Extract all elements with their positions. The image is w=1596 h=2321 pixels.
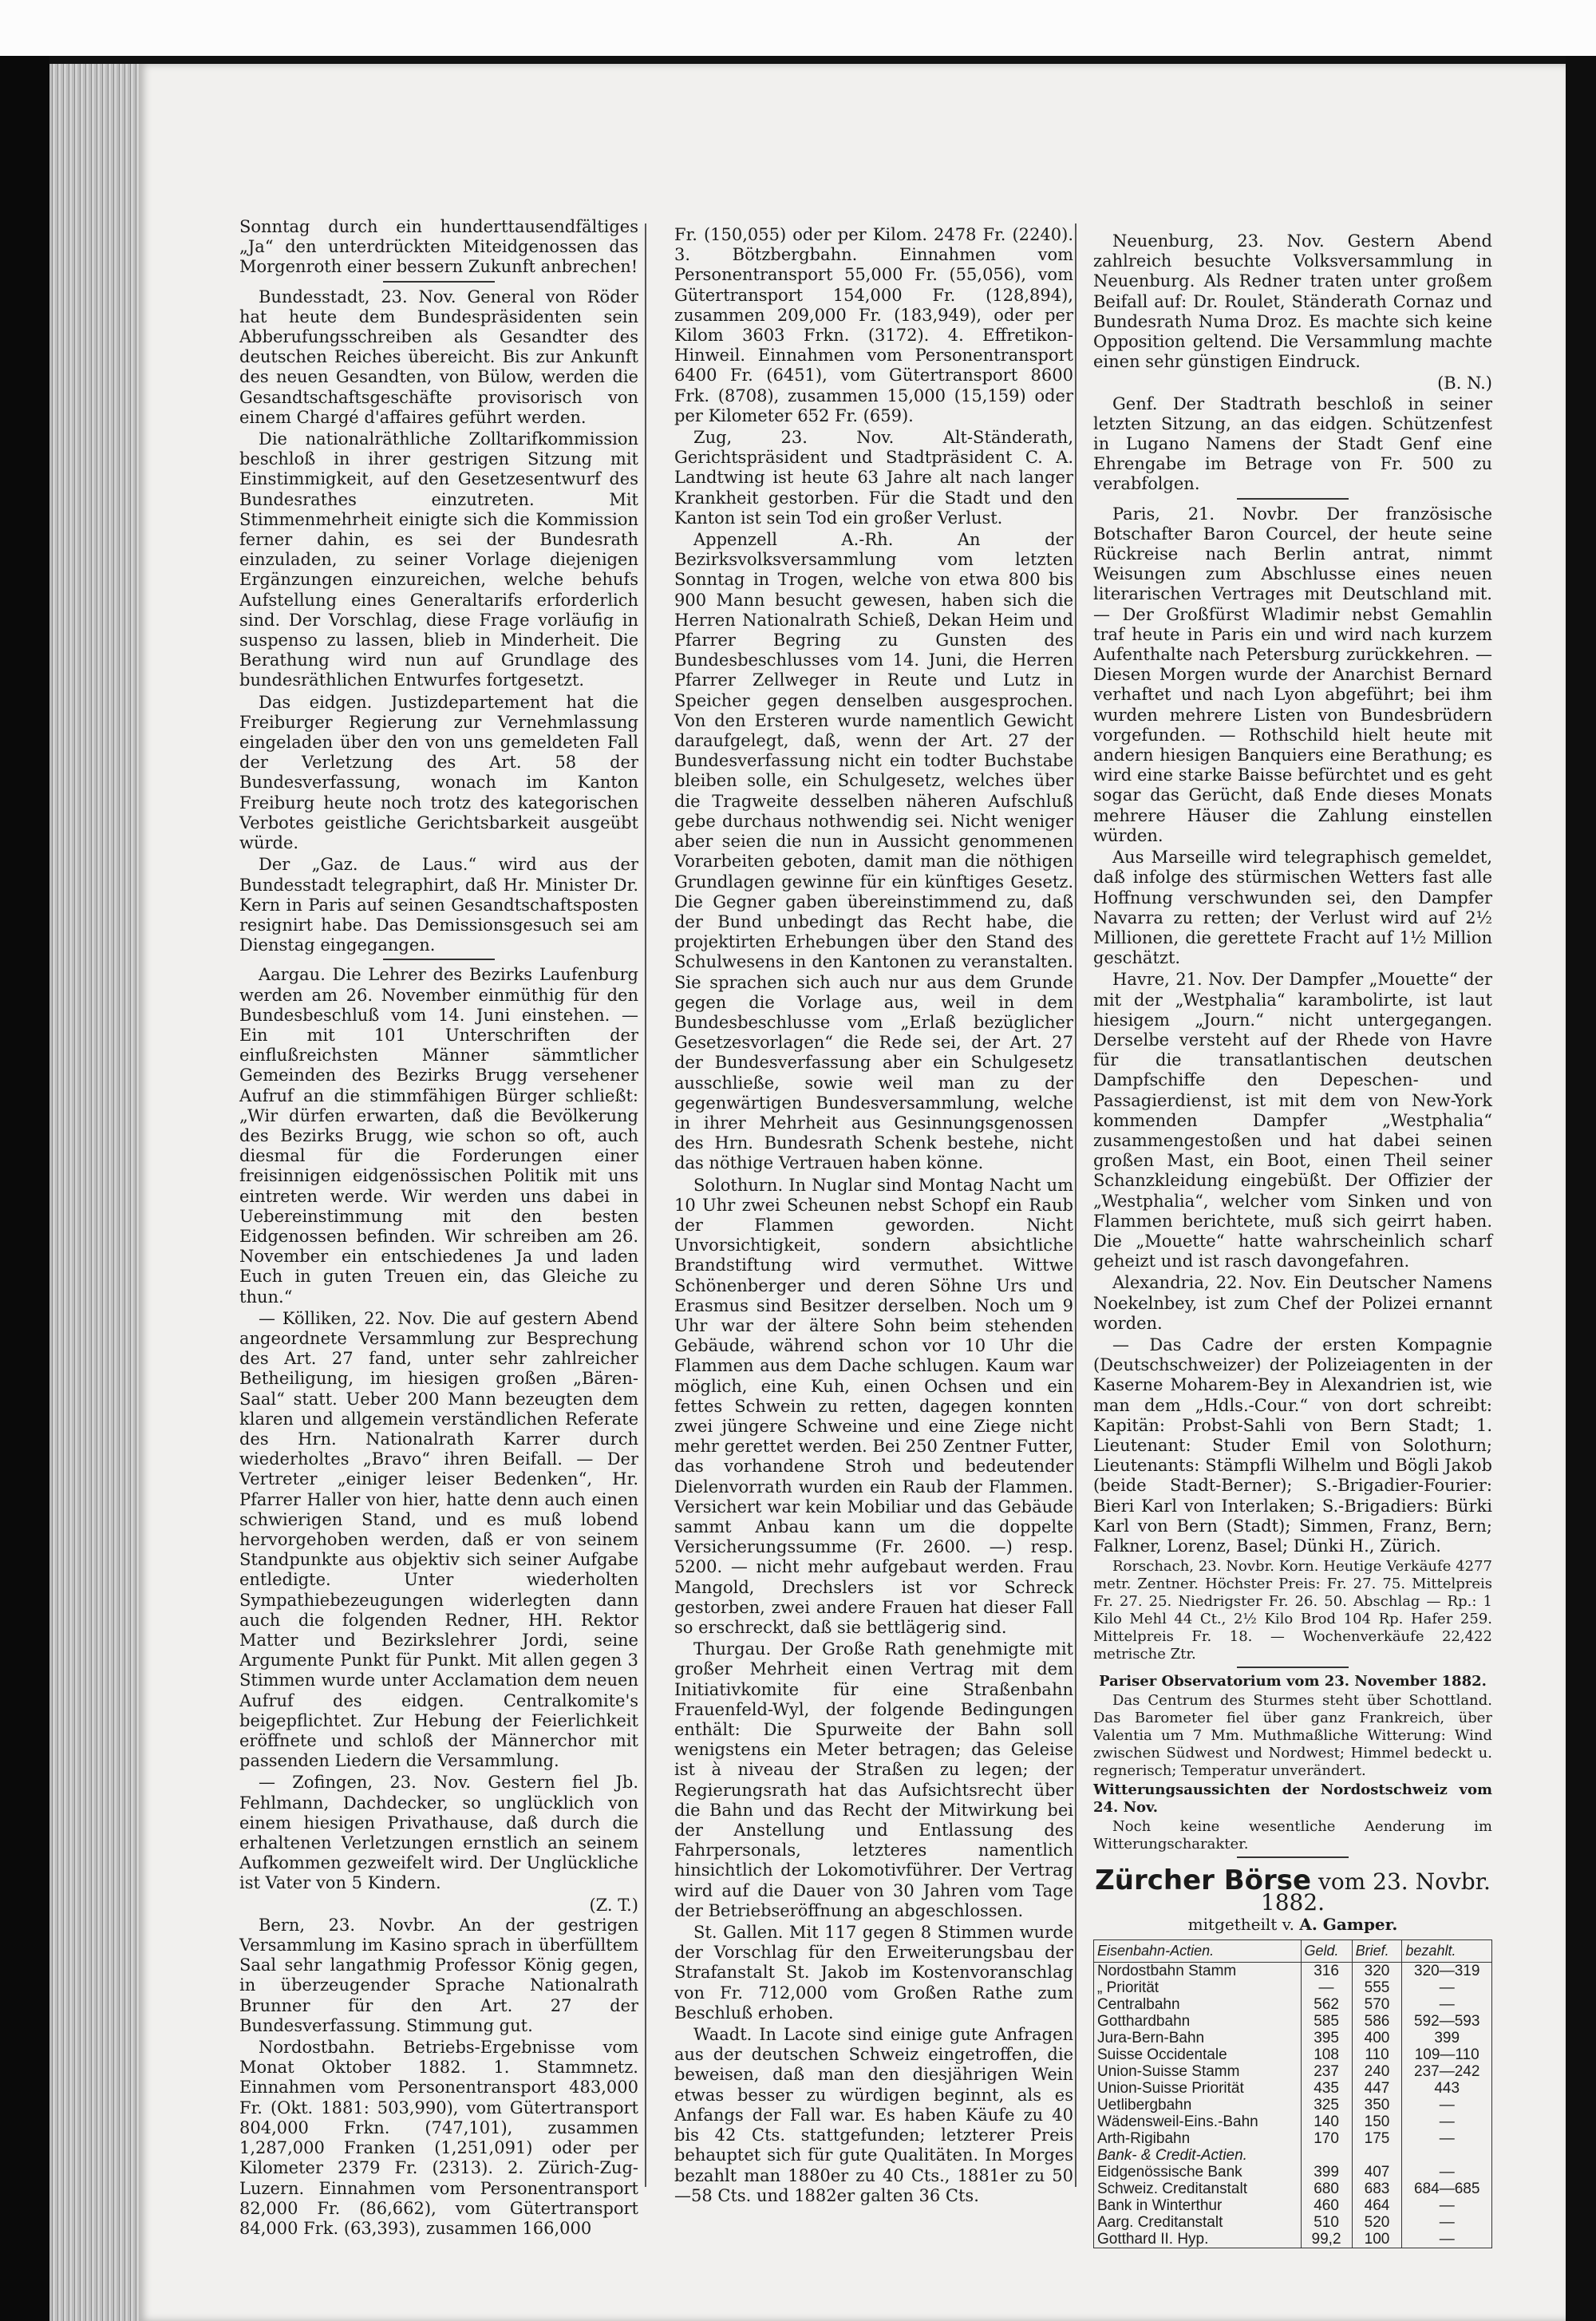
paragraph: — Zofingen, 23. Nov. Gestern fiel Jb. Fehlmann, Dachdecker, so unglücklich von einem hiesigen Privathause, daß durch die erhaltenen Verletzungen ernstlich an seinem Aufkommen gezweifelt wird. Der Unglückliche ist Vater von 5 Kindern. <box>239 1773 638 1893</box>
stock-value <box>1402 2147 1492 2164</box>
stock-exchange-title <box>1093 1864 1492 1916</box>
table-row <box>1094 2046 1492 2063</box>
stock-value: 562 <box>1301 1996 1352 2013</box>
stock-value <box>1352 2147 1402 2164</box>
stock-value: — <box>1402 1996 1492 2013</box>
stock-value: 683 <box>1352 2181 1402 2197</box>
stock-value: 443 <box>1402 2080 1492 2097</box>
paragraph: — Kölliken, 22. Nov. Die auf gestern Abend angeordnete Versammlung zur Besprechung des Art. 27 fand, unter sehr zahlreicher Betheiligung, im hiesigen großen „Bären-Saal“ statt. Ueber 200 Mann bezeugten dem klaren und allgemein verständlichen Referate des Hrn. Nationalrath Karrer durch wiederholtes „Bravo“ ihren Beifall. — Der Vertreter „einiger leiser Bedenken“, Hr. Pfarrer Haller von hier, hatte denn auch einen schwierigen Stand, und es muß lobend hervorgehoben werden, daß er von seinem Standpunkte aus objektiv sich seiner Aufgabe entledigte. Unter wiederholten Sympathiebezeugungen widerlegten dann auch die folgenden Redner, HH. Rektor Matter und Bezirkslehrer Jordi, seine Argumente Punkt für Punkt. Mit allen gegen 3 Stimmen wurde unter Acclamation dem neuen Aufruf des eidgen. Centralkomite's beigepflichtet. Zur Hebung der Feierlichkeit eröffnete und schloß der Männerchor mit passenden Liedern die Versammlung. <box>239 1308 638 1771</box>
stock-name: Eidgenössische Bank <box>1094 2164 1302 2181</box>
stock-value: 150 <box>1352 2113 1402 2130</box>
stock-value: 585 <box>1301 2013 1352 2030</box>
credit-name: A. Gamper. <box>1299 1914 1398 1934</box>
column-rule-1 <box>645 223 646 2187</box>
table-row <box>1094 2030 1492 2046</box>
stock-value: — <box>1402 2113 1492 2130</box>
stock-value: 316 <box>1301 1963 1352 1980</box>
stock-value: 237 <box>1301 2063 1352 2080</box>
stock-value: — <box>1301 1979 1352 1996</box>
source-note: (B. N.) <box>1437 374 1492 393</box>
stock-name: Uetlibergbahn <box>1094 2097 1302 2113</box>
table-row <box>1094 2147 1492 2164</box>
stock-value: 350 <box>1352 2097 1402 2113</box>
source-note: (Z. T.) <box>589 1895 638 1915</box>
stock-value: 460 <box>1301 2197 1352 2214</box>
paragraph: Die nationalräthliche Zolltarifkommission beschloß in ihrer gestrigen Sitzung mit Einstimmigkeit, auf den Gesetzesentwurf des Bundesrathes einzutreten. Mit Stimmenmehrheit einigte sich die Kommission ferner dahin, es sei der Bundesrath einzuladen, zu seiner Vorlage diejenigen Ergänzungen einzureichen, welche behufs Aufstellung eines Generaltarifs erforderlich sind. Der Vorschlag, diese Frage vorläufig in suspenso zu lassen, blieb in Minderheit. Die Berathung wird nun auf Grundlage des bundesräthlichen Entwurfes fortgesetzt. <box>239 429 638 690</box>
paragraph: Bern, 23. Novbr. An der gestrigen Versammlung im Kasino sprach in überfülltem Saal sehr langathmig Professor König gegen, in überzeugender Sprache Nationalrath Brunner für den Art. 27 der Bundesverfassung. Stimmung gut. <box>239 1915 638 2035</box>
paragraph: St. Gallen. Mit 117 gegen 8 Stimmen wurde der Vorschlag für den Erweiterungsbau der Strafanstalt St. Jakob im Kostenvoranschlag von Fr. 712,000 vom Großen Rathe zum Beschluß erhoben. <box>674 1923 1073 2022</box>
table-row <box>1094 2197 1492 2214</box>
separator <box>383 281 495 283</box>
stock-name: Nordostbahn Stamm <box>1094 1963 1302 1980</box>
stock-table <box>1093 1939 1492 2248</box>
stock-value: — <box>1402 2231 1492 2248</box>
separator <box>1237 1667 1349 1668</box>
stock-name: Gotthardbahn <box>1094 2013 1302 2030</box>
stock-value: 586 <box>1352 2013 1402 2030</box>
paragraph: Paris, 21. Novbr. Der französische Botschafter Baron Courcel, der heute seine Rückreise nach Berlin antrat, nimmt Weisungen zum Abschlusse eines neuen literarischen Vertrages mit Deutschland mit. — Der Großfürst Wladimir nebst Gemahlin traf heute in Paris ein und wird nach kurzem Aufenthalte nach Petersburg zurückkehren. — Diesen Morgen wurde der Anarchist Bernard verhaftet und nach Lyon abgeführt; bei ihm wurden mehrere Listen von Bundesbrüdern vorgefunden. — Rothschild hielt heute mit andern hiesigen Banquiers eine Berathung; es wird eine starke Baisse befürchtet und es geht sogar das Gerücht, daß Ende dieses Monats mehrere Häuser die Zahlung einstellen würden. <box>1093 504 1492 845</box>
paragraph: Aus Marseille wird telegraphisch gemeldet, daß infolge des stürmischen Wetters fast alle Hoffnung verschwunden sei, den Dampfer Navarra zu retten; der Verlust wird auf 2½ Millionen, die gerettete Fracht auf 1½ Million geschätzt. <box>1093 848 1492 968</box>
paragraph: Das eidgen. Justizdepartement hat die Freiburger Regierung zur Vernehmlassung eingeladen über den von uns gemeldeten Fall der Verletzung des Art. 58 der Bundesverfassung, wonach im Kanton Freiburg heute noch trotz des kategorischen Verbotes geistliche Gerichtsbarkeit ausgeübt würde. <box>239 692 638 853</box>
table-row <box>1094 2231 1492 2248</box>
stock-value: 464 <box>1352 2197 1402 2214</box>
separator <box>1237 1856 1349 1858</box>
stock-name: „ Priorität <box>1094 1979 1302 1996</box>
stock-value: 684—685 <box>1402 2181 1492 2197</box>
stock-value: 447 <box>1352 2080 1402 2097</box>
paragraph: Sonntag durch ein hunderttausendfältiges „Ja“ den unterdrückten Miteidgenossen das Morgenroth einer bessern Zukunft anbrechen! <box>239 217 638 277</box>
paragraph: Appenzell A.-Rh. An der Bezirksvolksversammlung vom letzten Sonntag in Trogen, welche von etwa 800 bis 900 Mann besucht gewesen, haben sich die Herren Nationalrath Schieß, Dekan Heim und Pfarrer Begring zu Gunsten des Bundesbeschlusses vom 14. Juni, die Herren Pfarrer Zellweger in Reute und Lutz in Speicher gegen denselben ausgesprochen. Von den Ersteren wurde namentlich Gewicht daraufgelegt, daß, wenn der Art. 27 der Bundesverfassung nicht ein todter Buchstabe bleiben solle, ein Schulgesetz, welches über die Tragweite desselben näheren Aufschluß gebe durchaus nothwendig sei. Nicht weniger aber seien die nun in Aussicht genommenen Vorarbeiten geboten, damit man die nöthigen Grundlagen gewinne für ein künftiges Gesetz. Die Gegner gaben übereinstimmend zu, daß der Bund unbedingt das Recht habe, die projektirten Erhebungen über den Stand des Schulwesens in den Kantonen zu veranstalten. Sie sprachen sich auch nur aus dem Grunde gegen die Vorlage aus, weil in dem Bundesbeschlusse vom „Erlaß bezüglicher Gesetzesvorlagen“ die Rede sei, der Art. 27 der Bundesverfassung aber ein Schulgesetz ausschließe, sowie weil man zu der gegenwärtigen Bundesversammlung, welche in ihrer Mehrheit aus Gesinnungsgenossen des Hrn. Bundesrath Schenk bestehe, nicht das nöthige Vertrauen haben könne. <box>674 530 1073 1173</box>
stock-value: 140 <box>1301 2113 1352 2130</box>
stock-name: Bank in Winterthur <box>1094 2197 1302 2214</box>
stock-name: Centralbahn <box>1094 1996 1302 2013</box>
header-bezahlt: bezahlt. <box>1402 1939 1492 1962</box>
paragraph: Der „Gaz. de Laus.“ wird aus der Bundesstadt telegraphirt, daß Hr. Minister Dr. Kern in Paris auf seinen Gesandtschaftsposten resignirt habe. Das Demissionsgesuch sei am Dienstag eingegangen. <box>239 855 638 955</box>
scan-border-right <box>1566 56 1596 2321</box>
stock-value: 407 <box>1352 2164 1402 2181</box>
paragraph: Alexandria, 22. Nov. Ein Deutscher Namens Noekelnbey, ist zum Chef der Polizei ernannt worden. <box>1093 1273 1492 1333</box>
stock-name: Jura-Bern-Bahn <box>1094 2030 1302 2046</box>
table-row <box>1094 1996 1492 2013</box>
stock-value: — <box>1402 2164 1492 2181</box>
stock-value: — <box>1402 2197 1492 2214</box>
stock-name: Aarg. Creditanstalt <box>1094 2214 1302 2231</box>
table-row <box>1094 2013 1492 2030</box>
stock-value: 510 <box>1301 2214 1352 2231</box>
separator <box>383 959 495 960</box>
stock-name: Union-Suisse Priorität <box>1094 2080 1302 2097</box>
stock-value: 592—593 <box>1402 2013 1492 2030</box>
table-row <box>1094 2164 1492 2181</box>
scan-border-top <box>0 56 1596 64</box>
stock-value: 237—242 <box>1402 2063 1492 2080</box>
stock-value: — <box>1402 2214 1492 2231</box>
stock-exchange-name: Zürcher Börse <box>1095 1864 1312 1897</box>
stock-value: — <box>1402 2097 1492 2113</box>
paragraph: Genf. Der Stadtrath beschloß in seiner letzten Sitzung, an das eidgen. Schützenfest in Lugano Namens der Stadt Genf eine Ehrengabe im Betrage von Fr. 500 zu verabfolgen. <box>1093 393 1492 494</box>
stock-value: 109—110 <box>1402 2046 1492 2063</box>
stock-value: 399 <box>1402 2030 1492 2046</box>
table-header-row <box>1094 1939 1492 1962</box>
table-row <box>1094 2097 1492 2113</box>
column-2 <box>674 225 1073 2208</box>
paragraph: Zug, 23. Nov. Alt-Ständerath, Gerichtspräsident und Stadtpräsident C. A. Landtwing ist heute 63 Jahre alt nach langer Krankheit gestorben. Für die Stadt und den Kanton ist sein Tod ein großer Verlust. <box>674 428 1073 528</box>
paragraph: Aargau. Die Lehrer des Bezirks Laufenburg werden am 26. November einmüthig für den Bundesbeschluß vom 14. Juni einstehen. — Ein mit 101 Unterschriften der einflußreichsten Männer sämmtlicher Gemeinden des Bezirks Brugg versehener Aufruf an die stimmfähigen Bürger schließt: „Wir dürfen erwarten, daß die Bevölkerung des Bezirks Brugg, wie schon so oft, auch diesmal für die Forderungen einer freisinnigen eidgenössischen Politik mit uns eintreten werde. Wir werden uns dabei in Uebereinstimmung mit den besten Eidgenossen befinden. Wir schreiben am 26. November ein entschiedenes Ja und laden Euch in guten Treuen ein, das Gleiche zu thun.“ <box>239 965 638 1307</box>
stock-value: 175 <box>1352 2130 1402 2147</box>
paragraph: Thurgau. Der Große Rath genehmigte mit großer Mehrheit einen Vertrag mit dem Initiativkomite für eine Straßenbahn Frauenfeld-Wyl, der folgende Bedingungen enthält: Die Spurweite der Bahn soll wenigstens ein Meter betragen; das Geleise ist à niveau der Straßen zu legen; der Regierungsrath hat das Aufsichtsrecht über die Bahn und das Recht der Mitwirkung bei der Anstellung und Entlassung des Fahrpersonals, letzteres namentlich hinsichtlich der Lokomotivführer. Der Vertrag wird auf die Dauer von 30 Jahren vom Tage der Betriebseröffnung an abgeschlossen. <box>674 1639 1073 1920</box>
observatory-heading: Pariser Observatorium vom 23. November 1882. <box>1099 1673 1487 1690</box>
stock-value: 395 <box>1301 2030 1352 2046</box>
column-1 <box>239 217 638 2240</box>
stock-value: 555 <box>1352 1979 1402 1996</box>
stock-value: 520 <box>1352 2214 1402 2231</box>
table-row <box>1094 2113 1492 2130</box>
weather-heading: Witterungsaussichten der Nordostschweiz vom 24. Nov. <box>1093 1781 1492 1817</box>
paragraph: Neuenburg, 23. Nov. Gestern Abend zahlreich besuchte Volksversammlung in Neuenburg. Als Redner traten unter großem Beifall auf: Dr. Roulet, Ständerath Cornaz und Bundesrath Numa Droz. Es machte sich keine Opposition geltend. Die Versammlung machte einen sehr günstigen Eindruck. <box>1093 231 1492 372</box>
stock-name: Bank- & Credit-Actien. <box>1094 2147 1302 2164</box>
stock-exchange-date: vom 23. Novbr. 1882. <box>1260 1868 1491 1916</box>
table-row <box>1094 1979 1492 1996</box>
stock-value: 399 <box>1301 2164 1352 2181</box>
paragraph: Fr. (150,055) oder per Kilom. 2478 Fr. (2240). 3. Bötzbergbahn. Einnahmen vom Personentransport 55,000 Fr. (55,056), vom Gütertransport 154,000 Fr. (128,894), zusammen 209,000 Fr. (183,949), oder per Kilom 3603 Frkn. (3172). 4. Effretikon-Hinweil. Einnahmen vom Personentransport 6400 Fr. (6451), vom Gütertransport 8600 Frk. (8708), zusammen 15,000 (15,159) oder per Kilometer 652 Fr. (659). <box>674 225 1073 425</box>
stock-value: — <box>1402 2130 1492 2147</box>
header-brief: Brief. <box>1352 1939 1402 1962</box>
stock-name: Schweiz. Creditanstalt <box>1094 2181 1302 2197</box>
stock-value <box>1301 2147 1352 2164</box>
stock-value: 99,2 <box>1301 2231 1352 2248</box>
paragraph: Waadt. In Lacote sind einige gute Anfragen aus der deutschen Schweiz eingetroffen, die beweisen, daß man den diesjährigen Wein etwas besser zu würdigen beginnt, als es Anfangs der Fall war. Es haben Käufe zu 40 bis 42 Cts. stattgefunden; letzterer Preis behauptet sich für gute Qualitäten. In Morges bezahlt man 1880er zu 40 Cts., 1881er zu 50—58 Cts. und 1882er galten 36 Cts. <box>674 2025 1073 2205</box>
stock-value: 320 <box>1352 1963 1402 1980</box>
stock-value: 325 <box>1301 2097 1352 2113</box>
weather-text: Noch keine wesentliche Aenderung im Witterungscharakter. <box>1093 1818 1492 1853</box>
table-row <box>1094 1963 1492 1980</box>
stock-name: Arth-Rigibahn <box>1094 2130 1302 2147</box>
stock-name: Suisse Occidentale <box>1094 2046 1302 2063</box>
book-page-edges <box>49 64 139 2321</box>
stock-value: 680 <box>1301 2181 1352 2197</box>
paragraph: — Das Cadre der ersten Kompagnie (Deutschschweizer) der Polizeiagenten in der Kaserne Moharem-Bey in Alexandrien ist, wie man dem „Hdls.-Cour.“ von dort schreibt: Kapitän: Probst-Sahli von Bern Stadt; 1. Lieutenant: Studer Emil von Solothurn; Lieutenants: Stämpfli Wilhelm und Bögli Jakob (beide Stadt-Berner); S.-Brigadier-Fourier: Bieri Karl von Interlaken; S.-Brigadiers: Bürki Karl von Bern (Stadt); Simmen, Franz, Bern; Falkner, Lorenz, Basel; Dünki H., Zürich. <box>1093 1334 1492 1556</box>
stock-name: Wädensweil-Eins.-Bahn <box>1094 2113 1302 2130</box>
stock-value: 100 <box>1352 2231 1402 2248</box>
column-rule-2 <box>1075 223 1077 2187</box>
stock-value: — <box>1402 1979 1492 1996</box>
stock-value: 170 <box>1301 2130 1352 2147</box>
stock-value: 320—319 <box>1402 1963 1492 1980</box>
stock-value: 108 <box>1301 2046 1352 2063</box>
stock-name: Gotthard II. Hyp. <box>1094 2231 1302 2248</box>
table-row <box>1094 2063 1492 2080</box>
market-report: Rorschach, 23. Novbr. Korn. Heutige Verkäufe 4277 metr. Zentner. Höchster Preis: Fr. 27. 75. Mittelpreis Fr. 27. 25. Niedrigster Fr. 26. 50. Abschlag — Rp.: 1 Kilo Mehl 44 Ct., 2½ Kilo Brod 104 Rp. Hafer 259. Mittelpreis Fr. 18. — Wochenverkäufe 22,422 metrische Ztr. <box>1093 1558 1492 1663</box>
observatory-text: Das Centrum des Sturmes steht über Schottland. Das Barometer fiel über ganz Frankreich, über Valentia um 7 Mm. Muthmaßliche Witterung: Wind zwischen Südwest und Nordwest; Himmel bedeckt u. regnerisch; Temperatur unverändert. <box>1093 1692 1492 1780</box>
table-row <box>1094 2130 1492 2147</box>
table-row <box>1094 2181 1492 2197</box>
stock-value: 570 <box>1352 1996 1402 2013</box>
column-3 <box>1093 231 1492 2248</box>
paragraph: Bundesstadt, 23. Nov. General von Röder hat heute dem Bundespräsidenten sein Abberufungsschreiben als Gesandter des deutschen Reiches übereicht. Bis zur Ankunft des neuen Gesandten, von Bülow, werden die Gesandtschaftsgeschäfte provisorisch von einem Chargé d'affaires geführt werden. <box>239 287 638 427</box>
table-row <box>1094 2214 1492 2231</box>
stock-value: 435 <box>1301 2080 1352 2097</box>
scan-border-left <box>0 56 49 2321</box>
table-row <box>1094 2080 1492 2097</box>
stock-exchange-credit <box>1093 1915 1492 1935</box>
header-stock: Eisenbahn-Actien. <box>1094 1939 1302 1962</box>
credit-prefix: mitgetheilt v. <box>1187 1914 1300 1934</box>
stock-value: 400 <box>1352 2030 1402 2046</box>
separator <box>1237 498 1349 500</box>
stock-value: 110 <box>1352 2046 1402 2063</box>
paragraph: Havre, 21. Nov. Der Dampfer „Mouette“ der mit der „Westphalia“ karambolirte, ist laut hiesigem „Journ.“ nicht untergegangen. Derselbe versteht auf der Rhede von Havre für die transatlantischen deutschen Dampfschiffe den Depeschen- und Passagierdienst, ist mit dem von New-York kommenden Dampfer „Westphalia“ zusammengestoßen und hat dabei seinen großen Mast, ein Boot, einen Theil seiner Schanzkleidung eingebüßt. Der Offizier der „Westphalia“, welcher vom Sinken und von Flammen berichtete, muß sich geirrt haben. Die „Mouette“ hatte wahrscheinlich scharf geheizt und ist rasch davongefahren. <box>1093 970 1492 1271</box>
paragraph: Solothurn. In Nuglar sind Montag Nacht um 10 Uhr zwei Scheunen nebst Schopf ein Raub der Flammen geworden. Nicht Unvorsichtigkeit, sondern absichtliche Brandstiftung wird vermuthet. Wittwe Schönenberger und deren Söhne Urs und Erasmus sind Besitzer derselben. Noch um 9 Uhr war der ältere Sohn beim stehenden Gebäude, während schon vor 10 Uhr die Flammen aus dem Dache schlugen. Kaum war möglich, eine Kuh, einen Ochsen und ein fettes Schwein zu retten, dagegen konnten zwei jüngere Schweine und eine Ziege nicht mehr gerettet werden. Bei 250 Zentner Futter, das vorhandene Stroh und bedeutender Dielenvorrath wurden ein Raub der Flammen. Versichert war kein Mobiliar und das Gebäude sammt Anbau kann um die doppelte Versicherungssumme (Fr. 2600. —) resp. 5200. — nicht mehr aufgebaut werden. Frau Mangold, Drechslers ist vor Schreck gestorben, zwei andere Frauen hat dieser Fall so erschreckt, daß sie bettlägerig sind. <box>674 1175 1073 1638</box>
stock-name: Union-Suisse Stamm <box>1094 2063 1302 2080</box>
header-geld: Geld. <box>1301 1939 1352 1962</box>
paragraph: Nordostbahn. Betriebs-Ergebnisse vom Monat Oktober 1882. 1. Stammnetz. Einnahmen vom Personentransport 483,000 Fr. (Okt. 1881: 503,990), vom Gütertransport 804,000 Frkn. (747,101), zusammen 1,287,000 Franken (1,251,091) oder per Kilometer 2379 Fr. (2313). 2. Zürich-Zug-Luzern. Einnahmen vom Personentransport 82,000 Fr. (86,662), vom Gütertransport 84,000 Frk. (63,393), zusammen 166,000 <box>239 2038 638 2238</box>
stock-value: 240 <box>1352 2063 1402 2080</box>
